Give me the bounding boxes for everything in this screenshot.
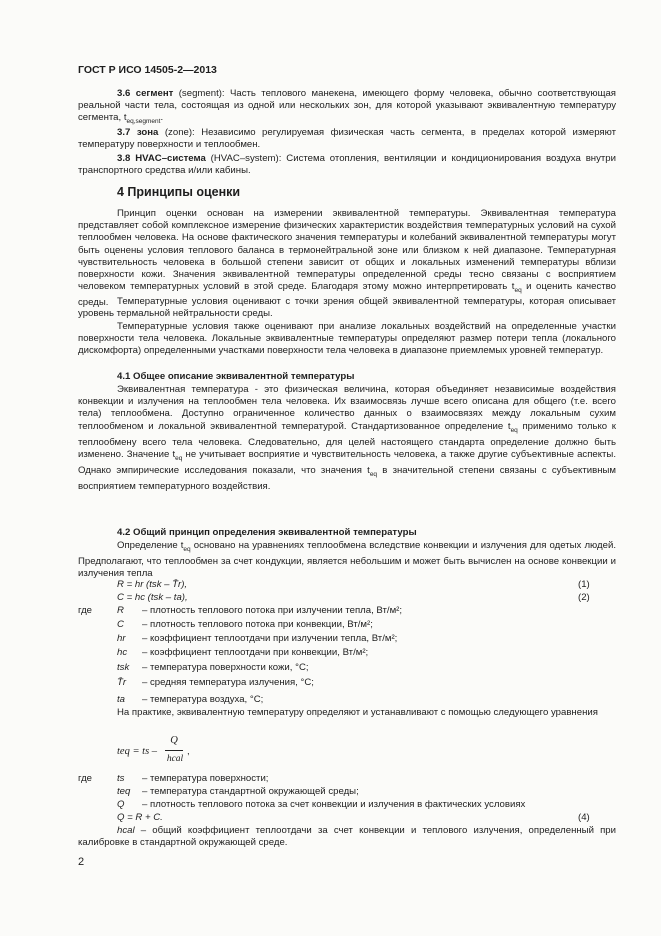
- equation-3-numerator: Q: [170, 735, 178, 746]
- legend-text: – температура поверхности кожи, °C;: [142, 662, 309, 673]
- legend-text: – температура воздуха, °C;: [142, 694, 264, 705]
- paragraph-general-conditions: Температурные условия оценивают с точки зрения общей эквивалентной температуры, которая описывает уровень термальной нейтральности среды.: [78, 296, 616, 320]
- equation-3-fraction-bar: [165, 750, 183, 751]
- paragraph-principle: Принцип оценки основан на измерении эквивалентной температуры. Эквивалентная температура представляет собой комплексное измерение физических характеристик воздействия температурных условий на сухой теплообмен человека. На основе фактического значения температуры и колебаний эквивалентной температуры могут быть оценены условия теплового баланса в термонейтральной зоне или близком к ней диапазоне. Температурная чувствительность человека в большой степени зависит от общих и локальных изменений температуры вблизи поверхности кожи. Значения эквивалентной температуры определенной среды тесно связаны с восприятием человеком температурных условий в этой среде. Благодаря этому можно интерпретировать $t_{eq}$ и оценить качество среды.: [78, 208, 616, 309]
- paragraph-local-conditions: Температурные условия также оценивают при анализе локальных воздействий на определенные участки поверхности тела человека. Локальные эквивалентные температуры определяют размер потери тепла (локального дискомфорта) определенными участками поверхности тела человека в диапазоне приемлемых уровней температур.: [78, 321, 616, 357]
- paragraph-4-1: Эквивалентная температура - это физическая величина, которая объединяет независимые воздействия конвекции и излучения на теплообмен тела человека. Их взаимосвязь лучше всего описана для общего (т.е. всего тела) теплообмена. Доступно ограниченное количество данных о взаимосвязях между локальным сухим теплообменом и локальной эквивалентной температурой. Стандартизованное определение $t_{eq}$ применимо только к теплообмену всего тела человека. Следовательно, для целей настоящего стандарта определение должно быть изменено. Значение $t_{eq}$ не учитывает восприятие и чувствительность человека, а также другие субъективные аспекты. Однако эмпирические исследования показали, что значения $t_{eq}$ в значительной степени связаны с субъективным восприятием температурного воздействия.: [78, 384, 616, 493]
- equation-3-lhs: teq = ts –: [117, 746, 158, 757]
- page-number: 2: [78, 856, 85, 868]
- subsection-4-1-title: 4.1 Общее описание эквивалентной температуры: [117, 371, 355, 382]
- legend-text: – коэффициент теплоотдачи при конвекции, Вт/м²;: [142, 647, 369, 658]
- legend-text: – температура поверхности;: [142, 773, 269, 784]
- definition-3-6: 3.6 сегмент (segment): Часть теплового манекена, имеющего форму человека, обычно соответствующая реальной части тела, состоящая из одной или нескольких зон, для которой указывают эквивалентную температуру сегмента, $t_{eq,segment}$.: [78, 88, 616, 126]
- legend-text: – коэффициент теплоотдачи при излучении тепла, Вт/м²;: [142, 633, 398, 644]
- legend-symbol: ta: [117, 694, 126, 705]
- paragraph-4-2: Определение $t_{eq}$ основано на уравнениях теплообмена вследствие конвекции и излучения для одетых людей. Предполагают, что теплообмен за счет кондукции, является небольшим и может быть вычислен на основе конвекции и излучения тепла: [78, 540, 616, 580]
- legend-symbol: T̄r: [117, 677, 127, 688]
- legend-text: – плотность теплового потока за счет конвекции и излучения в фактических условиях: [142, 799, 526, 810]
- legend-text: – средняя температура излучения, °C;: [142, 677, 314, 688]
- legend-symbol: hr: [117, 633, 126, 644]
- legend-text: – плотность теплового потока при излучении тепла, Вт/м²;: [142, 605, 403, 616]
- paragraph-hcal: hcal – общий коэффициент теплоотдачи за счет конвекции и теплового излучения, определенный при калибровке в стандартной окружающей среде.: [78, 825, 616, 849]
- equation-2: C = hc (tsk – ta),: [117, 592, 188, 603]
- legend-symbol: Q: [117, 799, 125, 810]
- equation-3-denominator: hcal: [166, 754, 184, 764]
- equation-1-number: (1): [578, 579, 590, 590]
- legend-symbol: hc: [117, 647, 128, 658]
- paragraph-practice: На практике, эквивалентную температуру определяют и устанавливают с помощью следующего уравнения: [117, 707, 598, 718]
- where-label-2: где: [78, 773, 93, 784]
- equation-1: R = hr (tsk – T̄r),: [117, 579, 188, 590]
- definition-3-7: 3.7 зона (zone): Независимо регулируемая физическая часть сегмента, в пределах которой измеряют температуру поверхности и теплообмен.: [78, 127, 616, 151]
- legend-text: – температура стандартной окружающей среды;: [142, 786, 359, 797]
- equation-4: Q = R + C.: [117, 812, 163, 823]
- definition-3-8: 3.8 HVAC–система (HVAC–system): Система отопления, вентиляции и кондиционирования воздуха внутри транспортного средства и/или кабины.: [78, 153, 616, 177]
- legend-symbol: tsk: [117, 662, 130, 673]
- legend-symbol: C: [117, 619, 124, 630]
- equation-4-number: (4): [578, 812, 590, 823]
- subsection-4-2-title: 4.2 Общий принцип определения эквивалентной температуры: [117, 527, 417, 538]
- legend-symbol: ts: [117, 773, 125, 784]
- page-header: ГОСТ Р ИСО 14505-2—2013: [78, 64, 217, 76]
- legend-text: – плотность теплового потока при конвекции, Вт/м²;: [142, 619, 373, 630]
- where-label: где: [78, 605, 93, 616]
- legend-symbol: R: [117, 605, 124, 616]
- equation-3-comma: ,: [187, 746, 190, 757]
- section-4-title: 4 Принципы оценки: [117, 185, 241, 199]
- equation-2-number: (2): [578, 592, 590, 603]
- legend-symbol: teq: [117, 786, 131, 797]
